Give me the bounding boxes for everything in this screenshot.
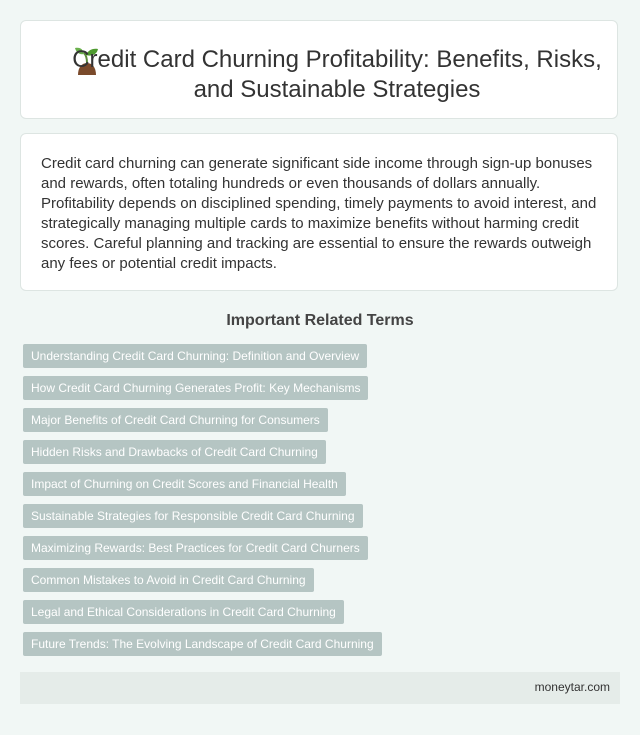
- related-term-tag[interactable]: Major Benefits of Credit Card Churning for Consumers: [23, 408, 328, 432]
- related-terms-list: [23, 344, 613, 664]
- title-card: [20, 20, 618, 119]
- related-term-tag[interactable]: Common Mistakes to Avoid in Credit Card Churning: [23, 568, 314, 592]
- related-term-tag[interactable]: Legal and Ethical Considerations in Credit Card Churning: [23, 600, 344, 624]
- related-term-tag[interactable]: How Credit Card Churning Generates Profit: Key Mechanisms: [23, 376, 368, 400]
- summary-card: [20, 133, 618, 291]
- footer: [20, 672, 620, 704]
- related-term-tag[interactable]: Maximizing Rewards: Best Practices for Credit Card Churners: [23, 536, 368, 560]
- site-link[interactable]: moneytar.com: [534, 680, 610, 694]
- related-term-tag[interactable]: Impact of Churning on Credit Scores and Financial Health: [23, 472, 346, 496]
- related-term-tag[interactable]: Hidden Risks and Drawbacks of Credit Card Churning: [23, 440, 326, 464]
- related-term-tag[interactable]: Understanding Credit Card Churning: Definition and Overview: [23, 344, 367, 368]
- related-term-tag[interactable]: Sustainable Strategies for Responsible Credit Card Churning: [23, 504, 363, 528]
- summary-text: Credit card churning can generate significant side income through sign-up bonuses and rewards, often totaling hundreds or even thousands of dollars annually. Profitability depends on disciplined spending, timely payments to avoid interest, and strategically managing multiple cards to maximize benefits without harming credit scores. Careful planning and tracking are essential to ensure the rewards outweigh any fees or potential credit impacts.: [41, 155, 597, 272]
- related-term-tag[interactable]: Future Trends: The Evolving Landscape of Credit Card Churning: [23, 632, 382, 656]
- related-terms-heading: Important Related Terms: [226, 312, 414, 329]
- page-title: Credit Card Churning Profitability: Benefits, Risks, and Sustainable Strategies: [72, 46, 602, 103]
